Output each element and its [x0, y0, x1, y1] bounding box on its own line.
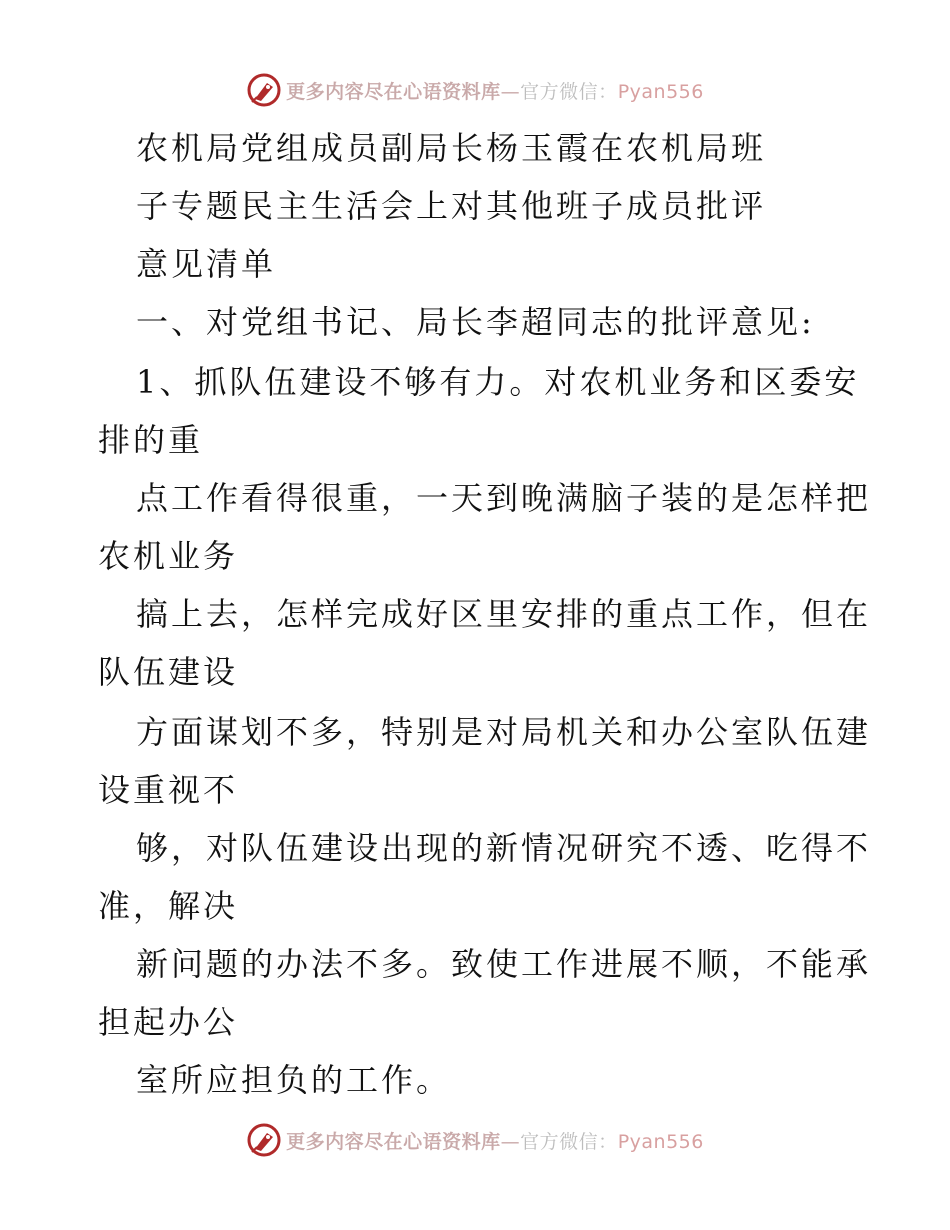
body-line: 准，解决: [98, 887, 239, 925]
pen-nib-logo-icon: [246, 72, 282, 108]
header-text: [286, 77, 704, 104]
header-banner: [0, 68, 950, 112]
header-wechat-id: Pyan556: [617, 80, 704, 103]
header-site-name: 更多内容尽在心语资料库: [286, 80, 501, 103]
title-line-1: 农机局党组成员副局长杨玉霞在农机局班: [136, 129, 767, 167]
header-dash: —: [500, 80, 521, 103]
footer-wechat-label: 官方微信：: [520, 1130, 618, 1153]
title-line-2: 子专题民主生活会上对其他班子成员批评: [136, 187, 767, 225]
body-line: 担起办公: [98, 1003, 239, 1041]
body-line: 农机业务: [98, 537, 239, 575]
footer-dash: —: [500, 1130, 521, 1153]
footer-text: [286, 1127, 704, 1154]
header-wechat-label: 官方微信：: [520, 80, 618, 103]
footer-banner: [0, 1118, 950, 1162]
body-line: 新问题的办法不多。致使工作进展不顺，不能承: [136, 945, 872, 983]
body-line: 队伍建设: [98, 653, 239, 691]
body-line: 方面谋划不多，特别是对局机关和办公室队伍建: [136, 713, 872, 751]
section-heading: 一、对党组书记、局长李超同志的批评意见:: [136, 303, 815, 341]
body-line: 室所应担负的工作。: [136, 1061, 452, 1099]
footer-site-name: 更多内容尽在心语资料库: [286, 1130, 501, 1153]
body-line: 设重视不: [98, 771, 239, 809]
pen-nib-logo-icon: [246, 1122, 282, 1158]
body-line: 1、抓队伍建设不够有力。对农机业务和区委安: [136, 363, 860, 401]
body-line: 排的重: [98, 421, 204, 459]
title-line-3: 意见清单: [136, 245, 277, 283]
body-line: 点工作看得很重，一天到晚满脑子装的是怎样把: [136, 479, 872, 517]
body-line: 够，对队伍建设出现的新情况研究不透、吃得不: [136, 829, 872, 867]
body-line: 搞上去，怎样完成好区里安排的重点工作，但在: [136, 595, 872, 633]
footer-wechat-id: Pyan556: [617, 1130, 704, 1153]
